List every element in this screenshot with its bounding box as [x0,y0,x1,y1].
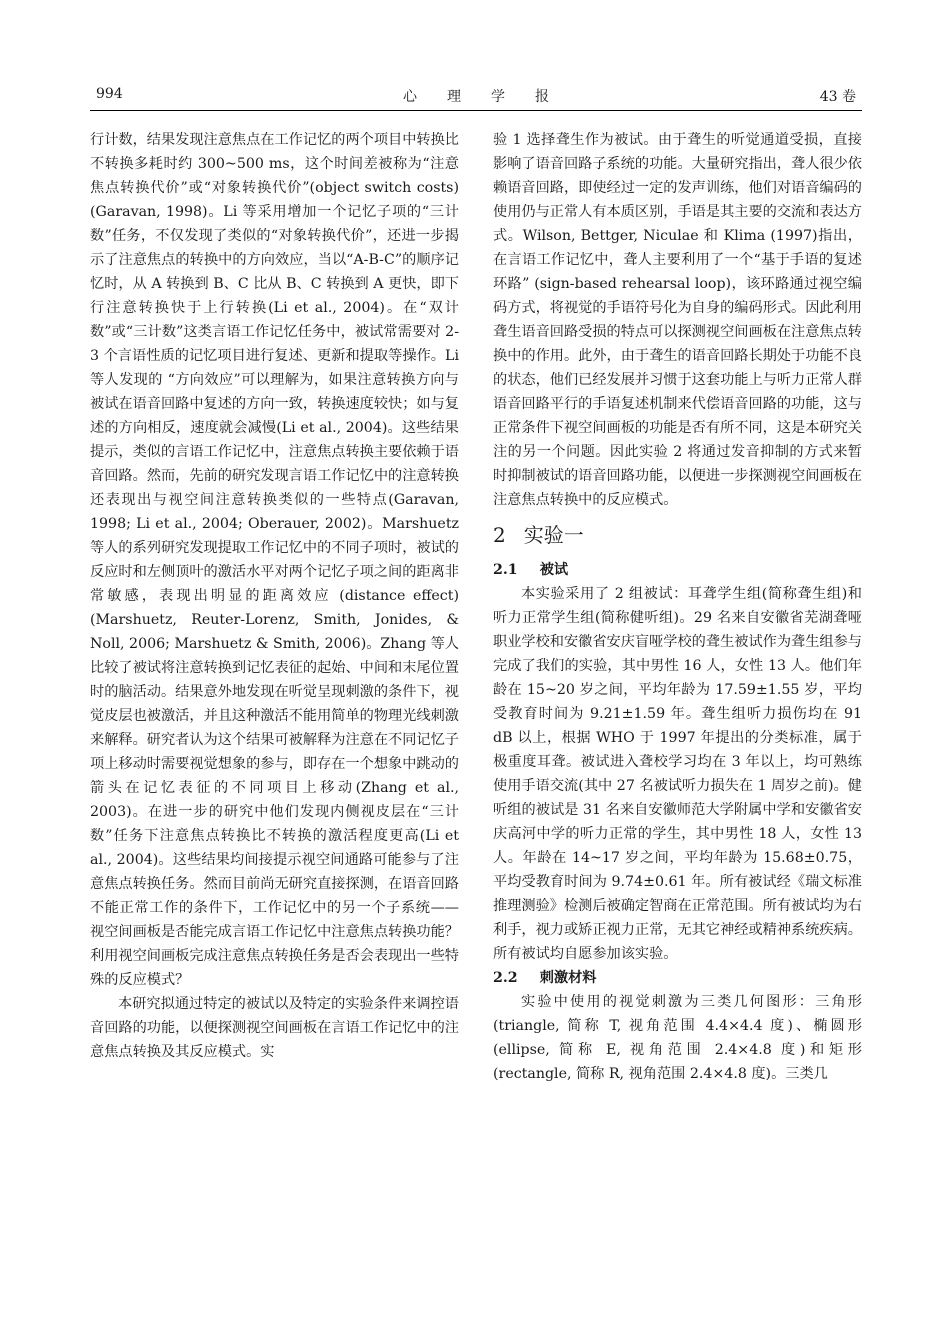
journal-name: 心理学报 [403,89,579,105]
participants-paragraph: 本实验采用了 2 组被试：耳聋学生组(简称聋生组)和听力正常学生组(简称健听组)。29 名来自安徽省芜湖聋哑职业学校和安徽省安庆盲哑学校的聋生被试作为聋生组参与完成了我们的实验，其中男性 16 人，女性 13 人。他们年龄在 15~20 岁之间，平均年龄为 17.59±1.55 岁，平均受教育时间为 9.21±1.59 年。聋生组听力损伤均在 91 dB 以上，根据 WHO 于 1997 年提出的分类标准，属于极重度耳聋。被试进入聋校学习均在 3 年以上，均可熟练使用手语交流(其中 27 名被试听力损失在 1 周岁之前)。健听组的被试是 31 名来自安徽师范大学附属中学和安徽省安庆高河中学的听力正常的学生，其中男性 18 人，女性 13 人。年龄在 14~17 岁之间，平均年龄为 15.68±0.75，平均受教育时间为 9.74±0.61 年。所有被试经《瑞文标准推理测验》检测后被确定智商在正常范围。所有被试均为右利手，视力或矫正视力正常，无其它神经或精神系统疾病。所有被试均自愿参加该实验。 [493,586,862,962]
subsection-heading-participants [493,558,862,582]
subsection-heading-stimuli [493,966,862,990]
section-heading [493,522,862,548]
right-paragraph-1: 验 1 选择聋生作为被试。由于聋生的听觉通道受损，直接影响了语音回路子系统的功能。大量研究指出，聋人很少依赖语音回路，即使经过一定的发声训练，他们对语音编码的使用仍与正常人有本质区别，手语是其主要的交流和表达方式。Wilson, Bettger, Niculae 和 Klima (1997)指出，在言语工作记忆中，聋人主要利用了一个“基于手语的复述环路” (sign-based rehearsal loop)，该环路通过视空编码方式，将视觉的手语符号化为自身的编码形式。因此利用聋生语音回路受损的特点可以探测视空间画板在注意焦点转换中的作用。此外，由于聋生的语音回路长期处于功能不良的状态，他们已经发展并习惯于这套功能上与听力正常人群语音回路平行的手语复述机制来代偿语音回路的功能，这与正常条件下视空间画板的功能是否有所不同，这是本研究关注的另一个问题。因此实验 2 将通过发音抑制的方式来暂时抑制被试的语音回路功能，以便进一步探测视空间画板在注意焦点转换中的反应模式。 [493,132,862,508]
right-column [493,128,862,1086]
stimuli-paragraph: 实验中使用的视觉刺激为三类几何图形：三角形(triangle, 简称 T, 视角范围 4.4×4.4 度)、椭圆形(ellipse, 简称 E, 视角范围 2.4×4.8 度)和矩形(rectangle, 简称 R, 视角范围 2.4×4.8 度)。三类几 [493,994,862,1082]
page-number: 994 [96,86,123,102]
section-title: 实验一 [523,523,584,547]
volume-label: 43 卷 [819,89,856,105]
running-header [90,86,862,108]
left-paragraph-2: 本研究拟通过特定的被试以及特定的实验条件来调控语音回路的功能，以便探测视空间画板在言语工作记忆中的注意焦点转换及其反应模式。实 [90,996,459,1060]
header-rule [90,110,862,111]
subsection-title: 刺激材料 [539,970,597,986]
subsection-number: 2.2 [493,970,518,986]
section-number: 2 [493,523,506,547]
left-column [90,128,459,1064]
subsection-number: 2.1 [493,562,518,578]
left-paragraph-1: 行计数，结果发现注意焦点在工作记忆的两个项目中转换比不转换多耗时约 300~500 ms，这个时间差被称为“注意焦点转换代价”或“对象转换代价”(object switch costs) (Garavan, 1998)。Li 等采用增加一个记忆子项的“三计数”任务，不仅发现了类似的“对象转换代价”，还进一步揭示了注意焦点的转换中的方向效应，当以“A-B-C”的顺序记忆时，从 A 转换到 B、C 比从 B、C 转换到 A 更快，即下行注意转换快于上行转换(Li et al., 2004)。在“双计数”或“三计数”这类言语工作记忆任务中，被试常需要对 2-3 个言语性质的记忆项目进行复述、更新和提取等操作。Li 等人发现的 “方向效应”可以理解为，如果注意转换方向与被试在语音回路中复述的方向一致，转换速度较快；如与复述的方向相反，速度就会减慢(Li et al., 2004)。这些结果提示，类似的言语工作记忆中，注意焦点转换主要依赖于语音回路。然而，先前的研究发现言语工作记忆中的注意转换还表现出与视空间注意转换类似的一些特点(Garavan, 1998; Li et al., 2004; Oberauer, 2002)。Marshuetz 等人的系列研究发现提取工作记忆中的不同子项时，被试的反应时和左侧顶叶的激活水平对两个记忆子项之间的距离非常敏感，表现出明显的距离效应 (distance effect) (Marshuetz, Reuter-Lorenz, Smith, Jonides, & Noll, 2006; Marshuetz & Smith, 2006)。Zhang 等人比较了被试将注意转换到记忆表征的起始、中间和末尾位置时的脑活动。结果意外地发现在听觉呈现刺激的条件下，视觉皮层也被激活，并且这种激活不能用简单的物理光线刺激来解释。研究者认为这个结果可被解释为注意在不同记忆子项上移动时需要视觉想象的参与，即存在一个想象中跳动的箭头在记忆表征的不同项目上移动(Zhang et al., 2003)。在进一步的研究中他们发现内侧视皮层在“三计数”任务下注意焦点转换比不转换的激活程度更高(Li et al., 2004)。这些结果均间接提示视空间通路可能参与了注意焦点转换任务。然而目前尚无研究直接探测，在语音回路不能正常工作的条件下，工作记忆中的另一个子系统—— 视空间画板是否能完成言语工作记忆中注意焦点转换功能？利用视空间画板完成注意焦点转换任务是否会表现出一些特殊的反应模式？ [90,132,459,988]
subsection-title: 被试 [539,562,569,578]
